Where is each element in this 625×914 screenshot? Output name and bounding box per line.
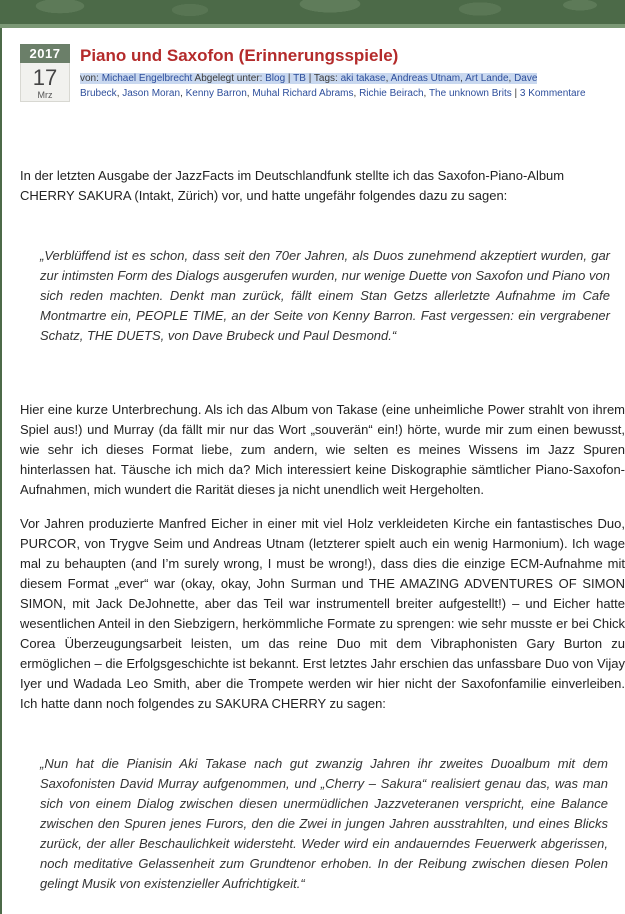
author-link[interactable]: Michael Engelbrecht <box>101 73 193 84</box>
date-day: 17 <box>32 65 58 90</box>
paragraph-line: In der letzten Ausgabe der JazzFacts im Deutschlandfunk stellte ich das Saxofon-Piano-Album <box>20 168 565 183</box>
category-link-blog[interactable]: Blog <box>265 73 286 84</box>
blockquote-1: „Verblüffend ist es schon, dass seit den 70er Jahren, als Duos zunehmend akzeptiert wurden, gar zur intimsten Form des Dialogs ausgerufen wurden, nur wenige Duette von Saxofon und Piano von sich reden machten. Denkt man zurück, fällt einem Stan Getzs allerletzte Aufnahme im Cafe Montmartre ein, PEOPLE TIME, an der Seite von Kenny Barron. Fast vergessen: ein vergrabener Schatz, THE DUETS, von Dave Brubeck und Paul Desmond.“ <box>40 248 610 343</box>
header-banner <box>0 0 625 24</box>
meta-by-label: von: <box>80 73 99 84</box>
tag-link[interactable]: Art Lande <box>465 73 509 84</box>
paragraph-intro <box>20 166 625 206</box>
tag-link[interactable]: Muhal Richard Abrams <box>252 88 354 99</box>
page-left-border <box>0 28 2 914</box>
blockquote-2: „Nun hat die Pianisin Aki Takase nach gut zwanzig Jahren ihr zweites Duoalbum mit dem Saxofonisten David Murray aufgenommen, und „Cherry – Sakura“ realisiert genau das, was man sich von einem Dialog zwischen diesen unermüdlichen Jazzveteranen verspricht, eine Balance zwischen den Spuren jenes Furors, den die Zwei in jungen Jahren ausstrahlten, und eines Blicks zurück, der aller Beschaulichkeit widersteht. Weder wird ein andauerndes Feuerwerk abgerissen, noch meditative Gelassenheit zum Grundtenor erhoben. In der Reibung zwischen diesen Polen gelingt Musik von existenzieller Aufrichtigkeit.“ <box>40 756 608 891</box>
header-rule <box>0 24 625 28</box>
tag-link[interactable]: Kenny Barron <box>185 88 247 99</box>
paragraph-line: CHERRY SAKURA (Intakt, Zürich) vor, und hatte ungefähr folgendes dazu zu sagen: <box>20 188 508 203</box>
tag-link[interactable]: Andreas Utnam <box>390 73 461 84</box>
meta-tags-label: Tags: <box>313 73 338 84</box>
tag-link[interactable]: Brubeck <box>80 88 117 99</box>
tag-link[interactable]: Jason Moran <box>122 88 181 99</box>
date-day-box <box>20 63 70 102</box>
date-month: Mrz <box>37 90 53 100</box>
post-title[interactable]: Piano und Saxofon (Erinnerungsspiele) <box>80 46 399 65</box>
meta-filed-label: Abgelegt unter: <box>194 73 263 84</box>
comments-link[interactable]: 3 Kommentare <box>519 88 586 99</box>
tag-link[interactable]: The unknown Brits <box>428 88 512 99</box>
tag-link[interactable]: aki takase <box>340 73 386 84</box>
paragraph-ecm: Vor Jahren produzierte Manfred Eicher in einer mit viel Holz verkleideten Kirche ein fantastisches Duo, PURCOR, von Trygve Seim und Andreas Utnam (letzterer spielt auch ein wenig Harmonium). Ich wage mal zu behaupten (and I’m surely wrong, I must be wrong!), dass dies die einzige ECM-Aufnahme mit diesem Format „ever“ war (okay, okay, John Surman und THE AMAZING ADVENTURES OF SIMON SIMON, mit Jack DeJohnette, aber das Teil war instrumentell breiter aufgestellt!) – und Eicher hatte wesentlichen Anteil in den Siebzigern, herkömmliche Formate zu sprengen: wie sehr musste er bei Chick Corea Überzeugungsarbeit leisten, um das reine Duo mit dem Vibraphonisten Gary Burton zu ermöglichen – die Erfolgsgeschichte ist bekannt. Erst letztes Jahr erschien das unfassbare Duo von Vijay Iyer und Wadada Leo Smith, aber die Trompete werden wir hier nicht der Saxofonfamilie einverleiben. Ich hatte dann noch folgendes zu SAKURA CHERRY zu sagen: <box>20 516 625 711</box>
tag-link[interactable]: Richie Beirach <box>359 88 424 99</box>
post-meta: von: Michael Engelbrecht Abgelegt unter: Blog | TB | Tags: aki takase, Andreas Utnam, Art Lande, Dave Brubeck, Jason Moran, Kenny Barron, Muhal Richard Abrams, Richie Beirach, The unknown Brits | 3 Kommentare <box>80 73 586 99</box>
tag-link[interactable]: Dave <box>514 73 538 84</box>
paragraph-interruption: Hier eine kurze Unterbrechung. Als ich das Album von Takase (eine unheimliche Power strahlt von ihrem Spiel aus!) und Murray (da fällt mir nur das Wort „souverän“ ein!) hörte, wurde mir zum einen bewusst, wie sehr ich dieses Format liebe, zum andern, wie selten es meines Wissens im Jazz Spuren hinterlassen hat. Täusche ich mich da? Mich interessiert keine Diskographie sämtlicher Piano-Saxofon-Aufnahmen, mich wundert die Rarität dieses ja nicht unendlich weit Hergeholten. <box>20 402 625 497</box>
category-link-tb[interactable]: TB <box>293 73 306 84</box>
post-date-badge <box>20 44 70 102</box>
date-year: 2017 <box>20 44 70 63</box>
